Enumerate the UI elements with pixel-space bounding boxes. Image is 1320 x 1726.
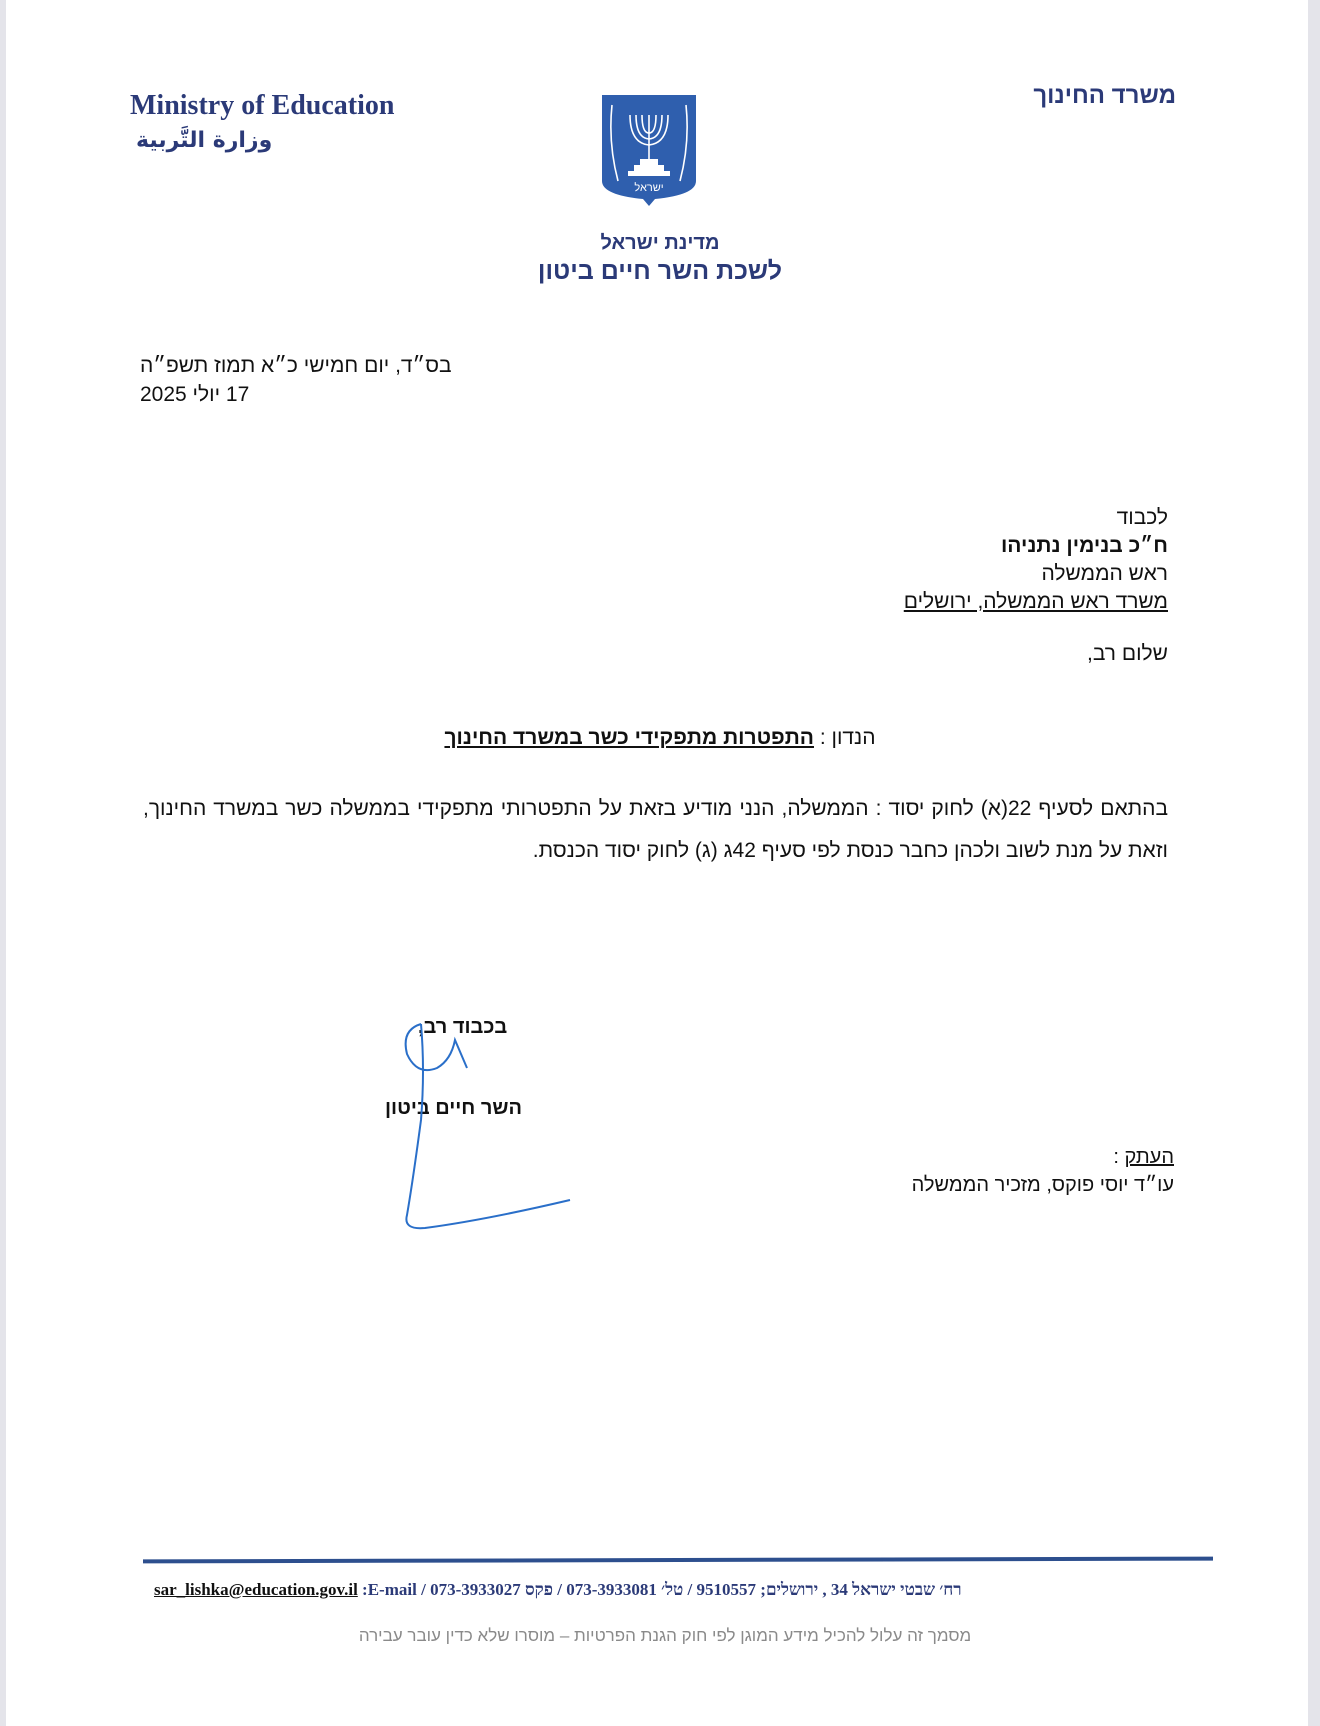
ministry-english-title: Ministry of Education	[130, 90, 395, 121]
minister-bureau: לשכת השר חיים ביטון	[537, 257, 783, 285]
cc-colon: :	[1113, 1146, 1125, 1168]
signature-scribble	[395, 1010, 575, 1240]
emblem-text: ישראל	[634, 182, 664, 194]
ministry-hebrew-title: משרד החינוך	[1033, 82, 1176, 109]
state-name: מדינת ישראל	[600, 232, 720, 254]
subject-label: הנדון :	[819, 726, 876, 749]
cc-label: העתק	[1124, 1146, 1174, 1168]
addressee-name: ח״כ בנימין נתניהו	[1000, 534, 1168, 557]
cc-recipient: עו״ד יוסי פוקס, מזכיר הממשלה	[911, 1174, 1174, 1196]
letter-body: בהתאם לסעיף 22(א) לחוק יסוד : הממשלה, הנני מודיע בזאת על התפטרותי מתפקידי בממשלה כשר במשרד החינוך, וזאת על מנת לשוב ולכהן כחבר כנסת לפי סעיף 42ג (ג) לחוק יסוד הכנסת.	[143, 797, 1169, 862]
addressee-block	[904, 504, 1168, 616]
ministry-arabic-title: وزارة التَّربية	[136, 128, 273, 153]
signer-name: השר חיים ביטון	[385, 1097, 523, 1119]
subject-line	[0, 726, 1320, 750]
footer-contact	[154, 1580, 962, 1600]
letter-date	[140, 351, 452, 409]
gregorian-date: 17 יולי 2025	[140, 383, 250, 406]
footer-divider	[143, 1557, 1213, 1564]
addressee-salutation: לכבוד	[1116, 506, 1168, 529]
addressee-office: משרד ראש הממשלה, ירושלים	[903, 590, 1168, 613]
subject-text: התפטרות מתפקידי כשר במשרד החינוך	[444, 726, 814, 749]
hebrew-date: בס״ד, יום חמישי כ״א תמוז תשפ״ה	[140, 354, 452, 377]
state-emblem-icon	[600, 93, 698, 207]
greeting: שלום רב,	[1087, 642, 1168, 665]
email-link[interactable]: sar_lishka@education.gov.il	[154, 1580, 358, 1599]
cc-block	[912, 1143, 1174, 1199]
contact-details: רח׳ שבטי ישראל 34 , ירושלים; 9510557 / טל׳ 073-3933081 / פקס 073-3933027 / E-mail:	[362, 1580, 962, 1599]
privacy-disclaimer: מסמך זה עלול להכיל מידע המוגן לפי חוק הגנת הפרטיות – מוסרו שלא כדין עובר עבירה	[358, 1626, 972, 1645]
addressee-title: ראש הממשלה	[1041, 562, 1168, 585]
closing: בכבוד רב,	[418, 1016, 508, 1038]
